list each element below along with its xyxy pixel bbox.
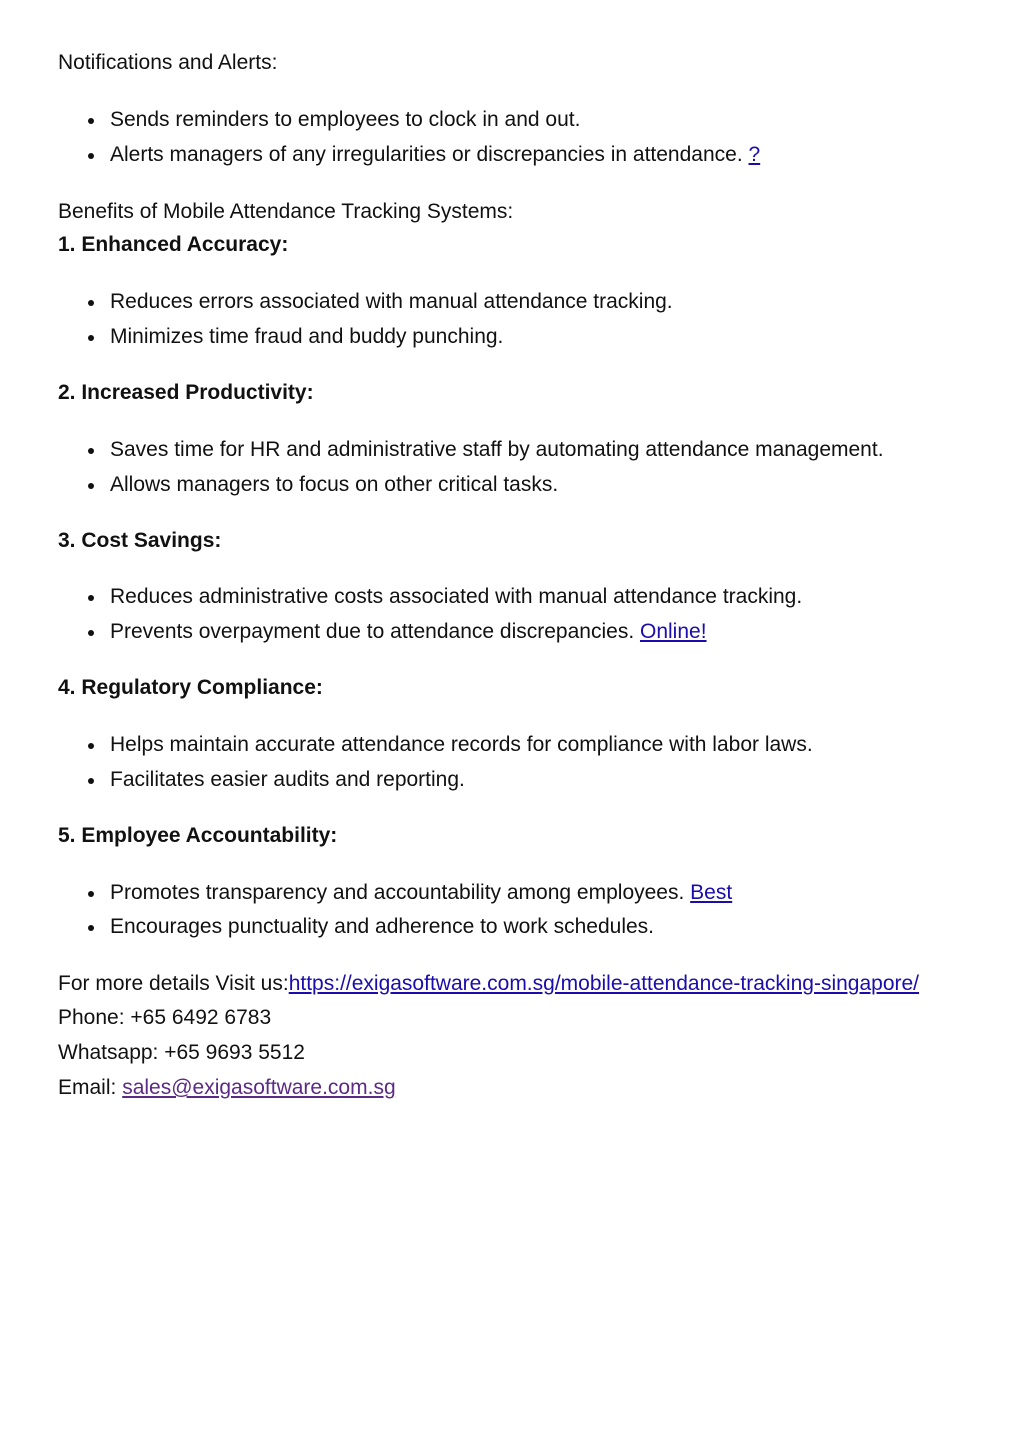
bullet-icon [88, 118, 94, 124]
section-heading-accuracy: 1. Enhanced Accuracy: [58, 233, 289, 256]
bullet-icon [88, 448, 94, 454]
bullet-icon [88, 925, 94, 931]
email-link[interactable]: sales@exigasoftware.com.sg [122, 1076, 396, 1099]
notifications-heading: Notifications and Alerts: [58, 51, 278, 74]
list-item-text: Reduces administrative costs associated with manual attendance tracking. [110, 585, 803, 608]
list-item-text: Allows managers to focus on other critical tasks. [110, 473, 559, 496]
list-item-text: Alerts managers of any irregularities or discrepancies in attendance. [110, 143, 749, 166]
online-link[interactable]: Online! [639, 620, 707, 643]
bullet-icon [88, 778, 94, 784]
bullet-icon [88, 300, 94, 306]
list-item-text: Minimizes time fraud and buddy punching. [110, 325, 504, 348]
email-line [58, 1076, 396, 1100]
section-heading-accountability: 5. Employee Accountability: [58, 824, 338, 847]
section-heading-compliance: 4. Regulatory Compliance: [58, 676, 323, 699]
bullet-icon [88, 891, 94, 897]
list-item-text: Prevents overpayment due to attendance discrepancies. [110, 620, 640, 643]
list-item-text: Helps maintain accurate attendance records for compliance with labor laws. [110, 733, 813, 756]
whatsapp-line: Whatsapp: +65 9693 5512 [58, 1041, 305, 1064]
best-link[interactable]: Best [690, 881, 733, 904]
bullet-icon [88, 595, 94, 601]
bullet-icon [88, 335, 94, 341]
visit-line [58, 972, 919, 996]
visit-label: For more details Visit us: [58, 972, 289, 995]
website-link[interactable]: https://exigasoftware.com.sg/mobile-attendance-tracking-singapore/ [288, 972, 920, 995]
list-item-text: Encourages punctuality and adherence to work schedules. [110, 915, 655, 938]
question-link[interactable]: ? [748, 143, 761, 166]
section-heading-cost-savings: 3. Cost Savings: [58, 529, 222, 552]
bullet-icon [88, 483, 94, 489]
bullet-icon [88, 630, 94, 636]
bullet-icon [88, 743, 94, 749]
list-item-text: Sends reminders to employees to clock in and out. [110, 108, 581, 131]
list-item-text: Reduces errors associated with manual attendance tracking. [110, 290, 673, 313]
benefits-intro: Benefits of Mobile Attendance Tracking Systems: [58, 200, 514, 223]
section-heading-productivity: 2. Increased Productivity: [58, 381, 314, 404]
bullet-icon [88, 153, 94, 159]
phone-line: Phone: +65 6492 6783 [58, 1006, 272, 1029]
email-label: Email: [58, 1076, 123, 1099]
list-item-text: Saves time for HR and administrative staff by automating attendance management. [110, 438, 884, 461]
list-item-text: Facilitates easier audits and reporting. [110, 768, 465, 791]
list-item-text: Promotes transparency and accountability among employees. [110, 881, 691, 904]
